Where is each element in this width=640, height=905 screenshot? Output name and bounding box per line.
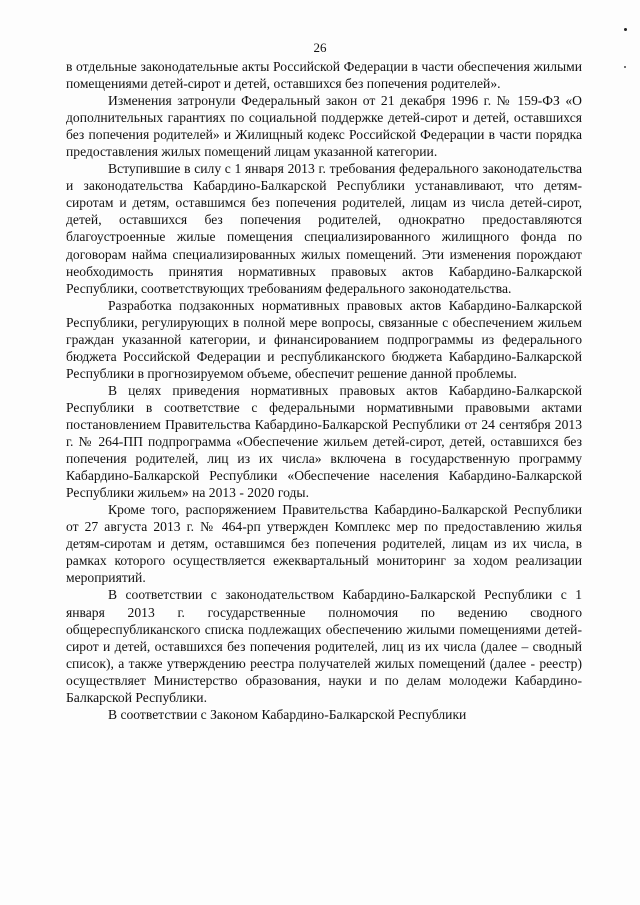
paragraph: Кроме того, распоряжением Правительства Кабардино-Балкарской Республики от 27 августа 2013 г. № 464-рп утвержден Комплекс мер по предоставлению жилья детям-сиротам и детям, оставшимся без попечения родителей, лицам из их числа, в рамках которого осуществляется ежеквартальный мониторинг за ходом реализации мероприятий.: [66, 502, 582, 586]
page-number: 26: [313, 40, 327, 55]
paragraph: В целях приведения нормативных правовых актов Кабардино-Балкарской Республики в соответствие с федеральными нормативными правовыми актами постановлением Правительства Кабардино-Балкарской Республики от 24 сентября 2013 г. № 264-ПП подпрограмма «Обеспечение жильем детей-сирот, детей, оставшихся без попечения родителей, лиц из их числа» включена в государственную программу Кабардино-Балкарской Республики «Обеспечение населения Кабардино-Балкарской Республики жильем» на 2013 - 2020 годы.: [66, 382, 582, 501]
paragraph: в отдельные законодательные акты Российской Федерации в части обеспечения жилыми помещениями детей-сирот и детей, оставшихся без попечения родителей».: [66, 59, 582, 92]
document-body: [66, 58, 582, 723]
paragraph: Разработка подзаконных нормативных правовых актов Кабардино-Балкарской Республики, регулирующих в полной мере вопросы, связанные с обеспечением жильем граждан указанной категории, и финансированием подпрограммы из федерального бюджета Российской Федерации и республиканского бюджета Кабардино-Балкарской Республики в прогнозируемом объеме, обеспечит решение данной проблемы.: [66, 297, 582, 381]
paragraph: В соответствии с Законом Кабардино-Балкарской Республики: [108, 706, 467, 722]
scan-mark: [624, 66, 626, 68]
paragraph: Изменения затронули Федеральный закон от 21 декабря 1996 г. № 159-ФЗ «О дополнительных гарантиях по социальной поддержке детей-сирот и детей, оставшихся без попечения родителей» и Жилищный кодекс Российской Федерации в части порядка предоставления жилых помещений лицам указанной категории.: [66, 93, 582, 160]
scan-mark: [624, 28, 627, 31]
paragraph: Вступившие в силу с 1 января 2013 г. требования федерального законодательства и законодательства Кабардино-Балкарской Республики устанавливают, что детям-сиротам и детям, оставшимся без попечения родителей, лицам из числа детей-сирот, детей, оставшихся без попечения родителей, однократно предоставляются благоустроенные жилые помещения специализированного жилищного фонда по договорам найма специализированных жилых помещений. Эти изменения порождают необходимость принятия нормативных правовых актов Кабардино-Балкарской Республики, соответствующих требованиям федерального законодательства.: [66, 161, 582, 296]
paragraph: В соответствии с законодательством Кабардино-Балкарской Республики с 1 января 2013 г. государственные полномочия по ведению сводного общереспубликанского списка подлежащих обеспечению жилыми помещениями детей-сирот и детей, оставшихся без попечения родителей, лиц из их числа (далее – сводный список), а также утверждению реестра получателей жилых помещений (далее - реестр) осуществляет Министерство образования, науки и по делам молодежи Кабардино-Балкарской Республики.: [66, 587, 582, 705]
